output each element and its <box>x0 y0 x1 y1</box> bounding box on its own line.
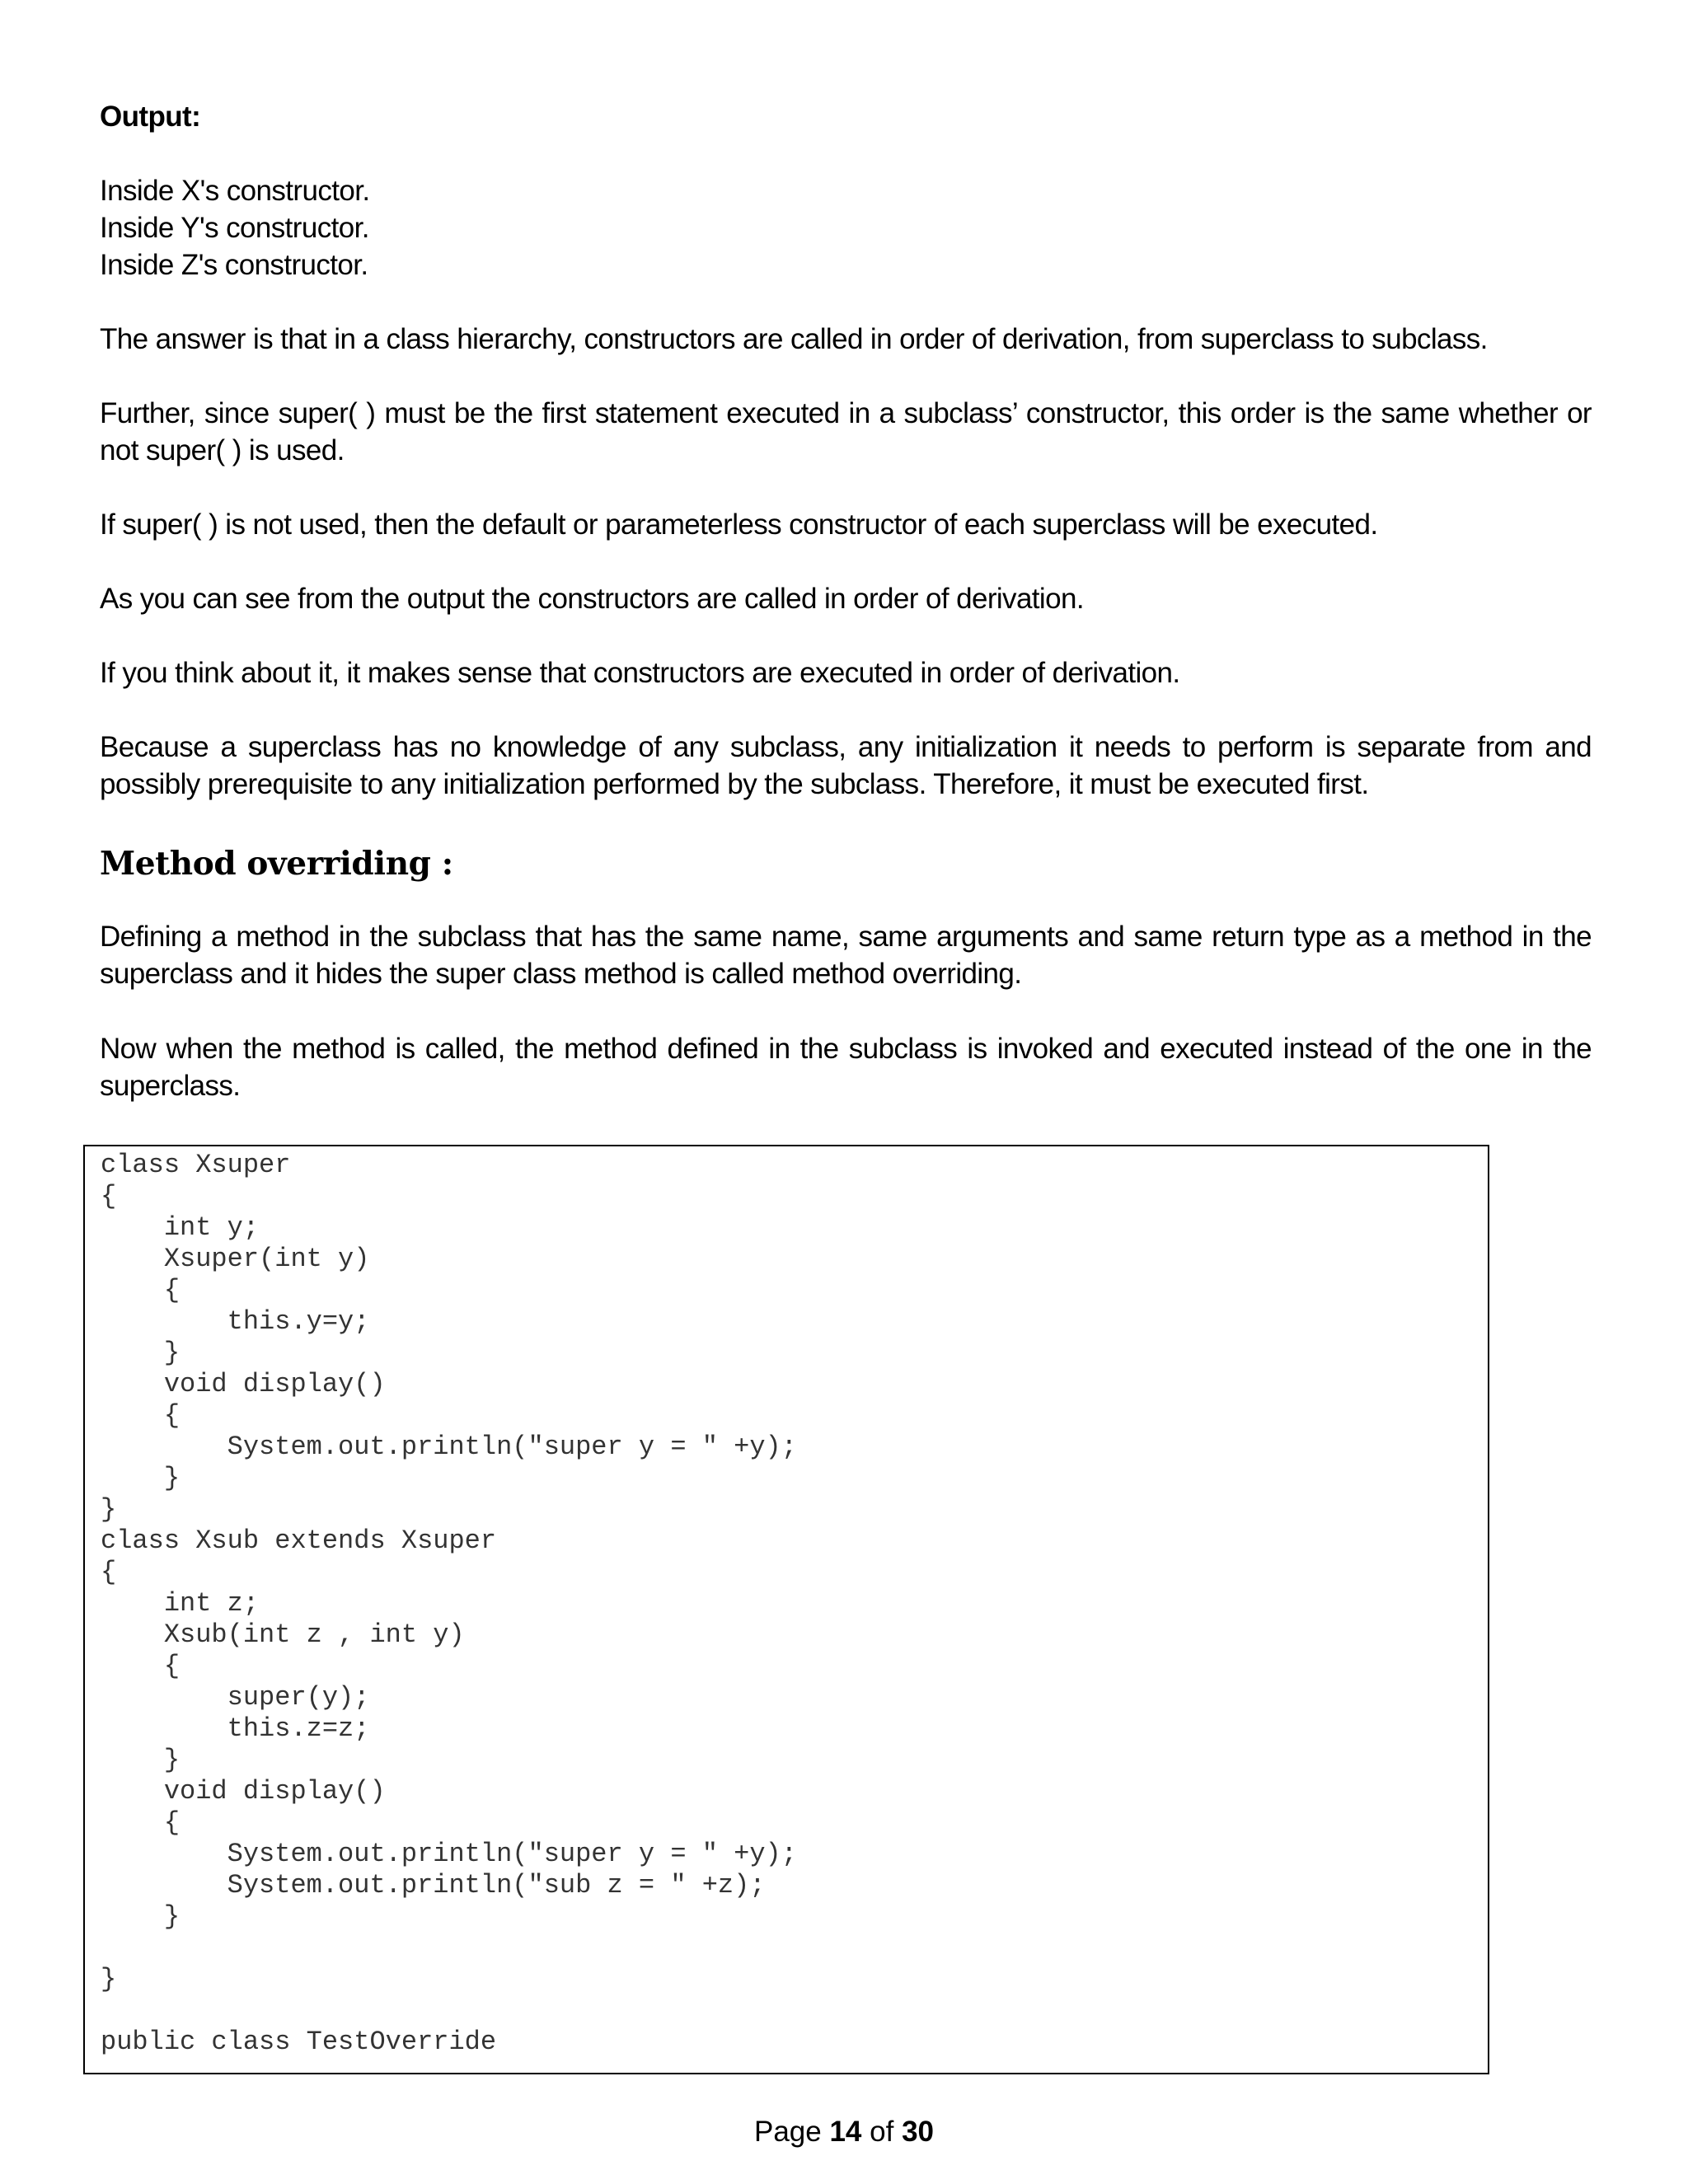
output-line: Inside Z's constructor. <box>100 249 368 281</box>
page-label: Page <box>753 2116 822 2148</box>
code-line: System.out.println("sub z = " +z); <box>101 1870 766 1900</box>
code-line: { <box>101 1181 117 1212</box>
code-line: void display() <box>101 1369 386 1399</box>
code-line: super(y); <box>101 1682 370 1713</box>
code-line: this.z=z; <box>101 1713 370 1744</box>
paragraph: Defining a method in the subclass that has the same name, same arguments and same return type as a method in the superclass and it hides the super class method is called method overriding. <box>100 921 1592 990</box>
total-pages: 30 <box>902 2116 935 2148</box>
code-line: { <box>101 1275 181 1305</box>
code-line: System.out.println("super y = " +y); <box>101 1839 797 1869</box>
code-line: void display() <box>101 1776 386 1807</box>
code-line: { <box>101 1651 181 1681</box>
of-label: of <box>870 2116 894 2148</box>
paragraph: The answer is that in a class hierarchy, constructors are called in order of derivation, from superclass to subclass. <box>100 323 1488 355</box>
code-line: { <box>101 1807 181 1838</box>
paragraph: As you can see from the output the constructors are called in order of derivation. <box>100 583 1084 615</box>
code-line: } <box>101 1494 117 1525</box>
code-line: Xsub(int z , int y) <box>101 1619 465 1650</box>
paragraph: Now when the method is called, the method defined in the subclass is invoked and executed instead of the one in the superclass. <box>100 1033 1592 1102</box>
page-number: 14 <box>829 2116 862 2148</box>
code-line: Xsuper(int y) <box>101 1244 370 1274</box>
output-line: Inside X's constructor. <box>100 175 370 207</box>
code-line: { <box>101 1557 117 1587</box>
section-heading: Method overriding : <box>100 845 453 883</box>
code-line: } <box>101 1463 181 1493</box>
code-line: } <box>101 1964 117 1994</box>
code-line: this.y=y; <box>101 1306 370 1337</box>
code-line: int y; <box>101 1212 260 1243</box>
code-line <box>101 1933 797 1964</box>
code-line <box>101 1995 797 2027</box>
output-label: Output: <box>100 101 201 133</box>
code-listing <box>101 1150 797 2058</box>
code-line: public class TestOverride <box>101 2027 497 2057</box>
code-line: System.out.println("super y = " +y); <box>101 1432 797 1462</box>
page-footer <box>0 2113 1688 2150</box>
code-block <box>83 1145 1489 2074</box>
paragraph: Further, since super( ) must be the first statement executed in a subclass’ constructor, this order is the same whether or not super( ) is used. <box>100 397 1592 466</box>
code-line: class Xsub extends Xsuper <box>101 1526 497 1556</box>
code-line: } <box>101 1901 181 1932</box>
paragraph: Because a superclass has no knowledge of any subclass, any initialization it needs to perform is separate from and possibly prerequisite to any initialization performed by the subclass. Therefore, it must be executed first. <box>100 731 1592 800</box>
code-line: class Xsuper <box>101 1150 291 1180</box>
output-line: Inside Y's constructor. <box>100 212 369 244</box>
paragraph: If you think about it, it makes sense that constructors are executed in order of derivation. <box>100 657 1180 689</box>
paragraph: If super( ) is not used, then the default or parameterless constructor of each superclass will be executed. <box>100 509 1378 541</box>
code-line: int z; <box>101 1588 260 1619</box>
code-line: } <box>101 1338 181 1368</box>
code-line: { <box>101 1400 181 1431</box>
code-line: } <box>101 1745 181 1775</box>
